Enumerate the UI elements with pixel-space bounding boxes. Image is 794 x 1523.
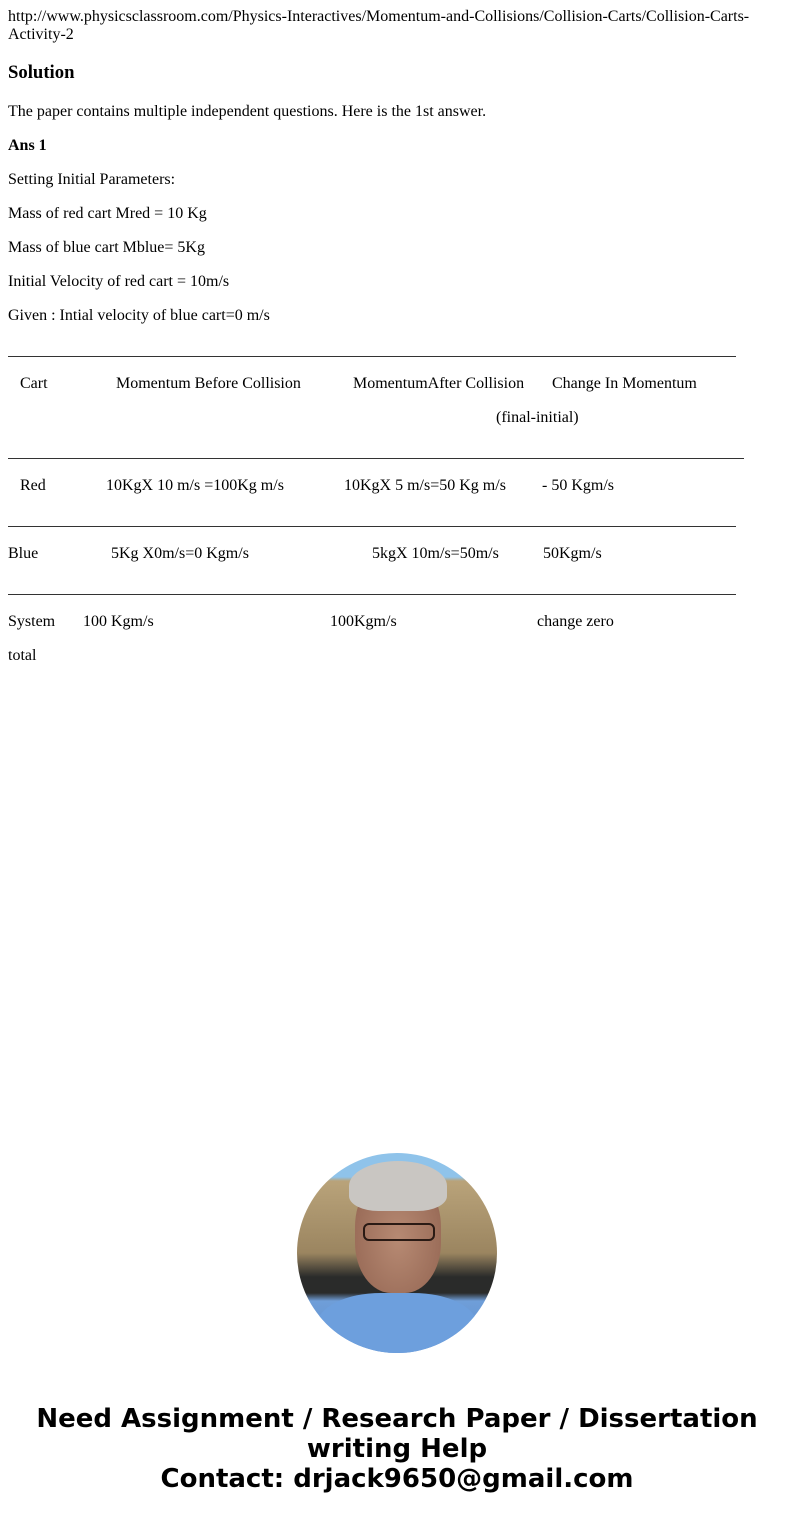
cell-cart: Blue [8, 545, 39, 562]
mass-red-text: Mass of red cart Mred = 10 Kg [8, 205, 207, 222]
cell-after: 10KgX 5 m/s=50 Kg m/s [344, 477, 506, 494]
cell-after: 100Kgm/s [330, 613, 397, 630]
table-divider [8, 458, 744, 459]
table-divider [8, 356, 736, 357]
header-change: Change In Momentum [552, 375, 697, 392]
avatar-glasses [363, 1223, 435, 1241]
header-cart: Cart [20, 375, 48, 392]
cell-cart-sub: total [8, 647, 37, 664]
header-after: MomentumAfter Collision [353, 375, 525, 392]
promo-contact: Contact: drjack9650@gmail.com [160, 1464, 634, 1494]
promo-line-2: writing Help [306, 1434, 488, 1464]
intro-text: The paper contains multiple independent questions. Here is the 1st answer. [8, 103, 487, 120]
velocity-blue-text: Given : Intial velocity of blue cart=0 m/s [8, 307, 270, 324]
avatar-hair [349, 1161, 447, 1211]
mass-blue-text: Mass of blue cart Mblue= 5Kg [8, 239, 205, 256]
table-divider [8, 526, 736, 527]
avatar-shirt [317, 1293, 477, 1353]
cell-change: - 50 Kgm/s [542, 477, 614, 494]
answer-label: Ans 1 [8, 137, 47, 154]
author-avatar [297, 1153, 497, 1353]
parameters-title: Setting Initial Parameters: [8, 171, 176, 188]
cell-change: change zero [537, 613, 614, 630]
cell-change: 50Kgm/s [543, 545, 602, 562]
cell-cart: Red [20, 477, 46, 494]
source-url: http://www.physicsclassroom.com/Physics-Interactives/Momentum-and-Collisions/Collision-Carts/Collision-Carts-Activity-2 [8, 8, 750, 43]
solution-heading: Solution [8, 62, 75, 83]
table-divider [8, 594, 736, 595]
header-change-sub: (final-initial) [496, 409, 579, 426]
velocity-red-text: Initial Velocity of red cart = 10m/s [8, 273, 230, 290]
header-before: Momentum Before Collision [116, 375, 301, 392]
cell-cart: System [8, 613, 56, 630]
cell-before: 5Kg X0m/s=0 Kgm/s [111, 545, 249, 562]
cell-after: 5kgX 10m/s=50m/s [372, 545, 499, 562]
promo-line-1: Need Assignment / Research Paper / Dissertation [36, 1404, 758, 1434]
cell-before: 100 Kgm/s [83, 613, 154, 630]
cell-before: 10KgX 10 m/s =100Kg m/s [106, 477, 284, 494]
